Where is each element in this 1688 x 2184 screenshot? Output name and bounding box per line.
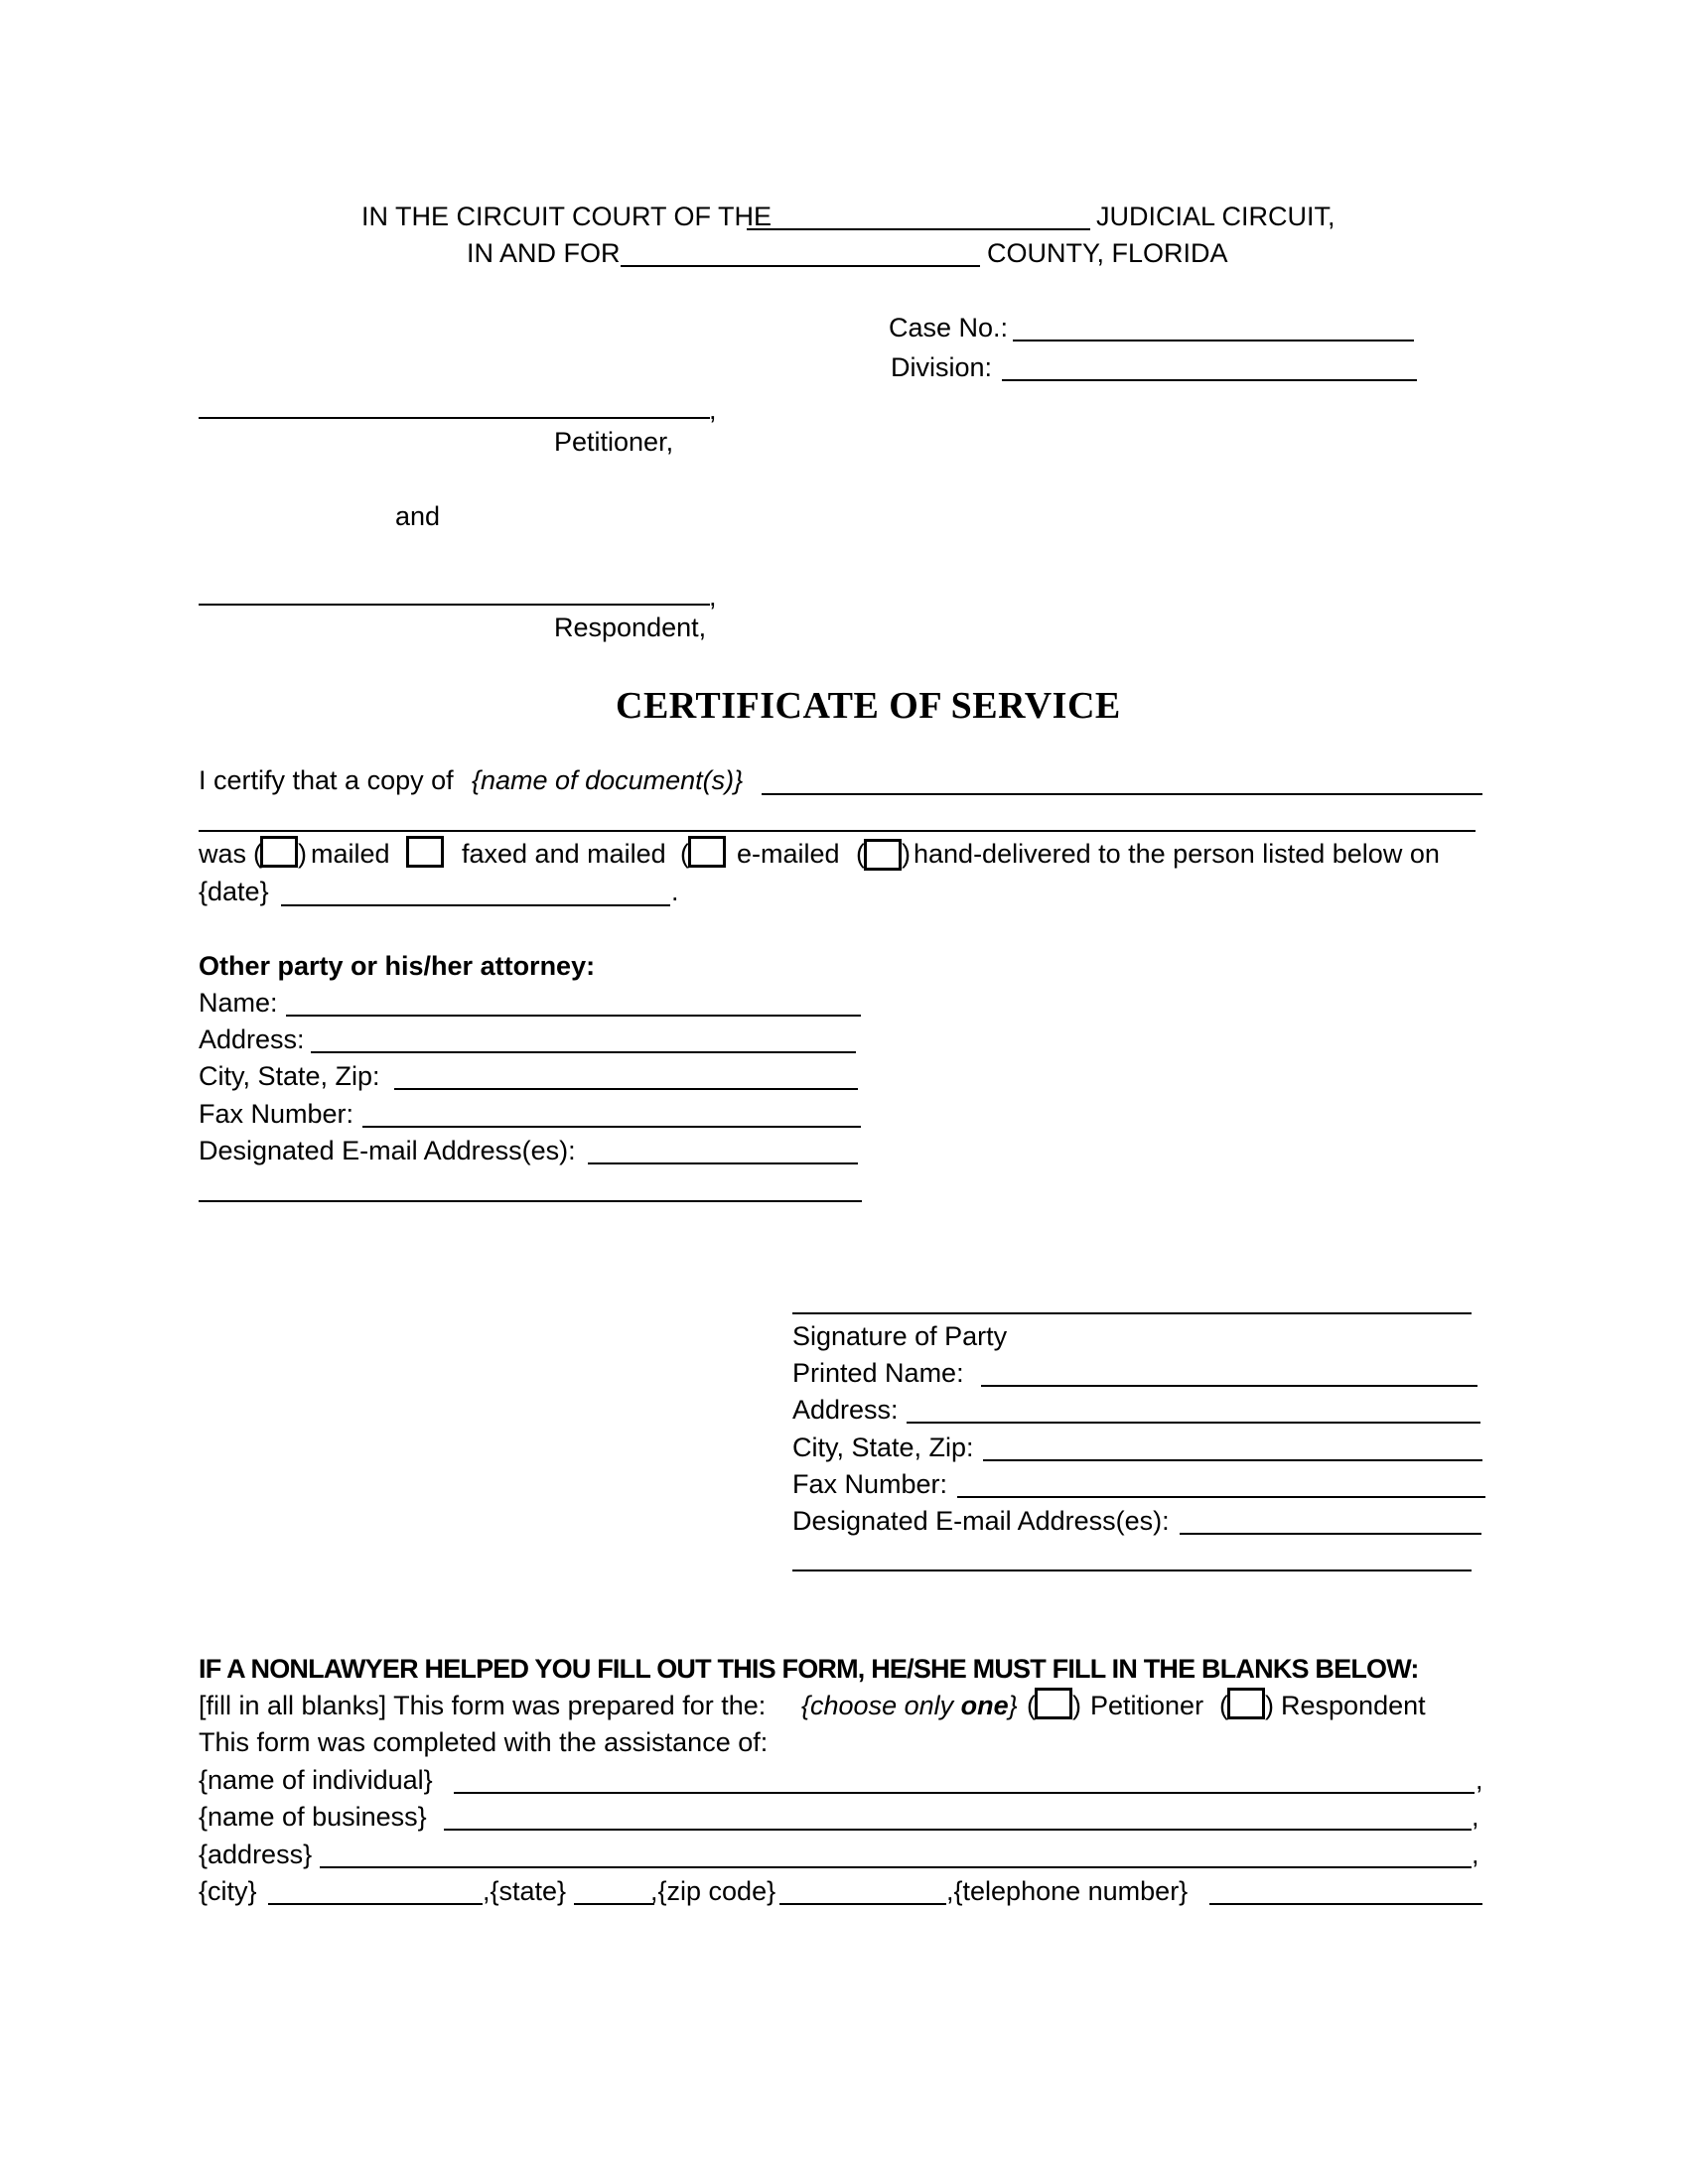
city-label: {city}: [199, 1876, 257, 1906]
faxed-label: faxed and mailed: [462, 839, 666, 869]
and-label: and: [395, 501, 441, 531]
zip-label: ,{zip code}: [650, 1876, 776, 1906]
other-fax-blank[interactable]: [362, 1126, 861, 1128]
county-blank[interactable]: [621, 265, 980, 267]
other-address-blank[interactable]: [311, 1051, 856, 1053]
sig-email-label: Designated E-mail Address(es):: [792, 1506, 1170, 1536]
hand-delivered-checkbox[interactable]: [864, 839, 902, 871]
faxed-checkbox[interactable]: [406, 836, 444, 868]
petitioner-label: Petitioner,: [554, 427, 674, 457]
court-suffix: JUDICIAL CIRCUIT,: [1096, 202, 1336, 231]
business-comma: ,: [1472, 1802, 1479, 1832]
document-blank[interactable]: [762, 793, 1482, 795]
court-prefix: IN THE CIRCUIT COURT OF THE: [361, 202, 773, 231]
sig-email-blank[interactable]: [1180, 1533, 1481, 1535]
county-suffix: COUNTY, FLORIDA: [987, 238, 1228, 268]
circuit-blank[interactable]: [747, 228, 1090, 230]
date-blank[interactable]: [281, 904, 670, 906]
other-name-label: Name:: [199, 988, 278, 1018]
petitioner-comma: ,: [709, 395, 717, 425]
emailed-label: e-mailed: [737, 839, 840, 869]
sig-email-blank-2[interactable]: [792, 1570, 1472, 1571]
address-label: {address}: [199, 1840, 313, 1869]
sig-printed-name-blank[interactable]: [981, 1385, 1477, 1387]
date-label: {date}: [199, 877, 269, 906]
document-placeholder: {name of document(s)}: [472, 765, 744, 795]
choose-only-text: {choose only one}: [801, 1691, 1018, 1720]
certify-prefix: I certify that a copy of: [199, 765, 454, 795]
sig-fax-blank[interactable]: [957, 1496, 1485, 1498]
date-period: .: [671, 877, 679, 906]
individual-comma: ,: [1476, 1765, 1483, 1795]
signature-line[interactable]: [792, 1312, 1472, 1314]
respondent-comma: ,: [709, 582, 717, 612]
county-prefix: IN AND FOR: [467, 238, 621, 268]
sig-address-blank[interactable]: [907, 1422, 1480, 1424]
business-blank[interactable]: [444, 1829, 1472, 1831]
was-label: was: [199, 839, 247, 869]
nonlawyer-heading: IF A NONLAWYER HELPED YOU FILL OUT THIS FORM, HE/SHE MUST FILL IN THE BLANKS BELOW:: [199, 1654, 1419, 1684]
division-blank[interactable]: [1002, 379, 1417, 381]
document-blank-2[interactable]: [199, 830, 1476, 832]
prepared-petitioner-label: Petitioner: [1090, 1691, 1204, 1720]
other-fax-label: Fax Number:: [199, 1099, 354, 1129]
sig-printed-name-label: Printed Name:: [792, 1358, 964, 1388]
prepared-respondent-label: Respondent: [1281, 1691, 1426, 1720]
other-email-blank[interactable]: [588, 1162, 858, 1164]
division-label: Division:: [891, 352, 993, 382]
sig-city-label: City, State, Zip:: [792, 1433, 974, 1462]
city-blank[interactable]: [268, 1903, 483, 1905]
case-no-blank[interactable]: [1013, 340, 1414, 341]
state-blank[interactable]: [574, 1903, 654, 1905]
sig-city-blank[interactable]: [983, 1459, 1482, 1461]
document-title: CERTIFICATE OF SERVICE: [616, 685, 1121, 727]
phone-label: ,{telephone number}: [946, 1876, 1189, 1906]
address-blank[interactable]: [320, 1866, 1472, 1868]
respondent-label: Respondent,: [554, 613, 707, 642]
other-city-label: City, State, Zip:: [199, 1061, 380, 1091]
assistance-text: This form was completed with the assistance of:: [199, 1727, 769, 1757]
sig-address-label: Address:: [792, 1395, 899, 1425]
fill-blanks-text: [fill in all blanks] This form was prepared for the:: [199, 1691, 767, 1720]
other-email-blank-2[interactable]: [199, 1200, 862, 1202]
individual-label: {name of individual}: [199, 1765, 433, 1795]
prepared-respondent-checkbox[interactable]: [1227, 1688, 1265, 1719]
mailed-checkbox[interactable]: [260, 836, 298, 868]
signature-label: Signature of Party: [792, 1321, 1008, 1351]
state-label: ,{state}: [483, 1876, 567, 1906]
hand-delivered-label: hand-delivered to the person listed below on: [914, 839, 1440, 869]
prepared-petitioner-checkbox[interactable]: [1035, 1688, 1072, 1719]
emailed-checkbox[interactable]: [688, 836, 726, 868]
petitioner-blank[interactable]: [199, 417, 710, 419]
other-city-blank[interactable]: [394, 1088, 858, 1090]
zip-blank[interactable]: [779, 1903, 946, 1905]
case-no-label: Case No.:: [889, 313, 1009, 342]
respondent-blank[interactable]: [199, 604, 710, 606]
other-name-blank[interactable]: [286, 1015, 861, 1017]
other-email-label: Designated E-mail Address(es):: [199, 1136, 576, 1165]
mailed-label: mailed: [311, 839, 390, 869]
phone-blank[interactable]: [1209, 1903, 1482, 1905]
other-party-heading: Other party or his/her attorney:: [199, 951, 596, 981]
individual-blank[interactable]: [454, 1792, 1475, 1794]
other-address-label: Address:: [199, 1024, 305, 1054]
address-comma: ,: [1472, 1840, 1479, 1869]
sig-fax-label: Fax Number:: [792, 1469, 948, 1499]
business-label: {name of business}: [199, 1802, 427, 1832]
